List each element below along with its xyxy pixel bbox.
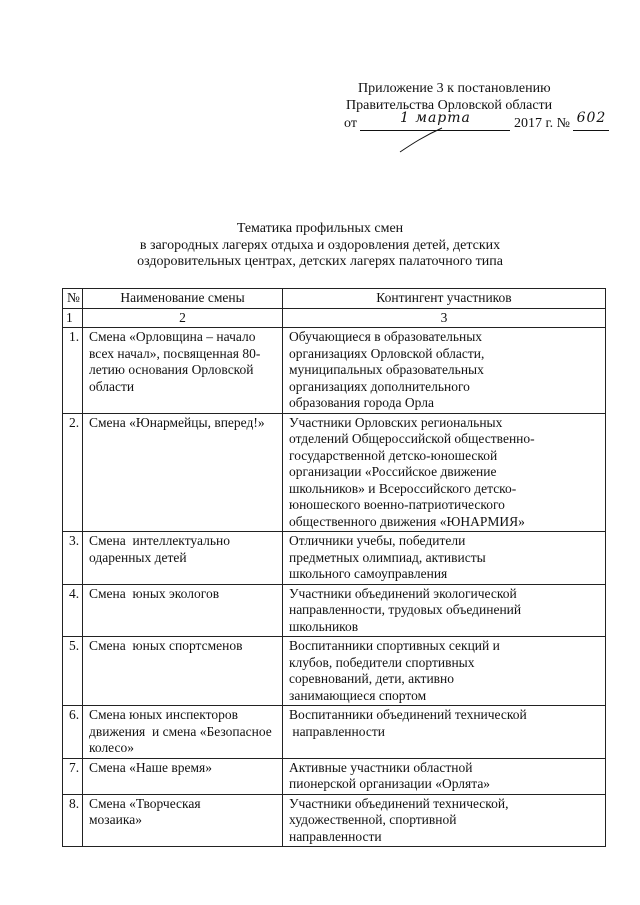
signature-flourish [398, 126, 444, 154]
title-line-3: оздоровительных центрах, детских лагерях палаточного типа [137, 254, 503, 269]
contingent-cell [283, 794, 606, 847]
contingent-line: организациях дополнительного [289, 378, 470, 394]
shift-name-cell [83, 758, 283, 794]
table-row [63, 413, 606, 532]
contingent-cell [283, 328, 606, 414]
contingent-line: художественной, спортивной [289, 812, 457, 827]
contingent-line: Воспитанники спортивных секций и [289, 638, 500, 653]
row-number: 2. [63, 413, 83, 532]
contingent-cell [283, 532, 606, 585]
shift-name-cell [83, 794, 283, 847]
contingent-line: образования города Орла [289, 395, 434, 410]
row-number: 5. [63, 637, 83, 706]
header-row [63, 289, 606, 309]
shift-name-line: области [89, 378, 135, 394]
row-number: 7. [63, 758, 83, 794]
shift-name-line: колесо» [89, 740, 135, 755]
shift-name-line: Смена «Юнармейцы, вперед!» [89, 414, 265, 430]
table-row [63, 794, 606, 847]
shift-name-cell [83, 584, 283, 637]
date-prefix: от [344, 116, 357, 131]
contingent-line: организациях Орловской области, [289, 345, 485, 361]
shift-name-line: Смена «Орловщина – начало [89, 329, 256, 344]
contingent-line: государственной детско-юношеской [289, 447, 498, 463]
contingent-line: Воспитанники объединений технической [289, 707, 527, 722]
row-number: 3. [63, 532, 83, 585]
contingent-cell [283, 758, 606, 794]
row-number: 6. [63, 706, 83, 759]
header-name: Наименование смены [83, 289, 283, 309]
appendix-date-line [344, 110, 609, 132]
shift-name-cell [83, 328, 283, 414]
handwritten-number: 602 [576, 110, 607, 126]
row-number: 4. [63, 584, 83, 637]
contingent-line: школьников [289, 618, 359, 634]
shift-name-line: Смена «Творческая [89, 795, 201, 811]
shift-name-cell [83, 706, 283, 759]
contingent-line: Активные участники областной [289, 759, 473, 775]
contingent-line: Обучающиеся в образовательных [289, 329, 483, 344]
header-contingent: Контингент участников [283, 289, 606, 309]
shift-name-cell [83, 413, 283, 532]
contingent-line: Участники объединений технической, [289, 795, 509, 811]
shift-name-line: Смена «Наше время» [89, 759, 213, 775]
appendix-line-1: Приложение 3 к постановлению [358, 81, 551, 96]
colnum-3: 3 [283, 308, 606, 328]
contingent-line: направленности [289, 723, 385, 739]
shifts-table [62, 288, 606, 847]
shift-name-line: мозаика» [89, 812, 142, 827]
appendix-block [336, 80, 606, 114]
contingent-cell [283, 584, 606, 637]
contingent-line: направленности, трудовых объединений [289, 602, 522, 617]
shift-name-line: Смена интеллектуально [89, 533, 230, 548]
contingent-line: Участники Орловских региональных [289, 414, 503, 430]
contingent-line: Участники объединений экологической [289, 585, 517, 601]
table-row [63, 532, 606, 585]
document-title [0, 221, 640, 271]
shift-name-line: Смена юных спортсменов [89, 638, 243, 653]
row-number: 8. [63, 794, 83, 847]
contingent-line: пионерской организации «Орлята» [289, 776, 491, 791]
contingent-line: школьного самоуправления [289, 566, 448, 581]
shift-name-line: Смена юных экологов [89, 585, 220, 601]
contingent-line: занимающиеся спортом [289, 687, 427, 703]
header-num: № [63, 289, 83, 309]
contingent-line: соревнований, дети, активно [289, 671, 455, 686]
row-number: 1. [63, 328, 83, 414]
contingent-line: организации «Российское движение [289, 464, 497, 479]
title-line-1: Тематика профильных смен [236, 221, 404, 236]
table-row [63, 706, 606, 759]
column-number-row [63, 308, 606, 328]
table-row [63, 637, 606, 706]
table-row [63, 328, 606, 414]
colnum-1: 1 [63, 308, 83, 328]
contingent-cell [283, 637, 606, 706]
shift-name-line: одаренных детей [89, 549, 187, 565]
number-blank [573, 110, 609, 131]
shift-name-line: движения и смена «Безопасное [89, 723, 272, 739]
shift-name-cell [83, 532, 283, 585]
year-text: 2017 г. № [513, 116, 570, 131]
shift-name-line: летию основания Орловской [89, 362, 254, 377]
contingent-line: направленности [289, 828, 382, 844]
handwritten-date: 1 марта [399, 110, 471, 126]
colnum-2: 2 [83, 308, 283, 328]
contingent-line: отделений Общероссийской общественно- [289, 431, 535, 446]
title-line-2: в загородных лагерях отдыха и оздоровления детей, детских [139, 237, 501, 253]
contingent-line: предметных олимпиад, активисты [289, 549, 486, 565]
contingent-line: школьников» и Всероссийского детско- [289, 480, 517, 496]
shift-name-cell [83, 637, 283, 706]
contingent-cell [283, 706, 606, 759]
contingent-cell [283, 413, 606, 532]
table-row [63, 758, 606, 794]
appendix-line-2: Правительства Орловской области [346, 98, 553, 113]
contingent-line: муниципальных образовательных [289, 362, 484, 377]
shift-name-line: всех начал», посвященная 80- [89, 345, 261, 361]
contingent-line: юношеского военно-патриотического [289, 497, 505, 512]
contingent-line: клубов, победители спортивных [289, 654, 475, 670]
table-row [63, 584, 606, 637]
shift-name-line: Смена юных инспекторов [89, 707, 239, 722]
contingent-line: общественного движения «ЮНАРМИЯ» [289, 513, 525, 529]
contingent-line: Отличники учебы, победители [289, 533, 466, 548]
